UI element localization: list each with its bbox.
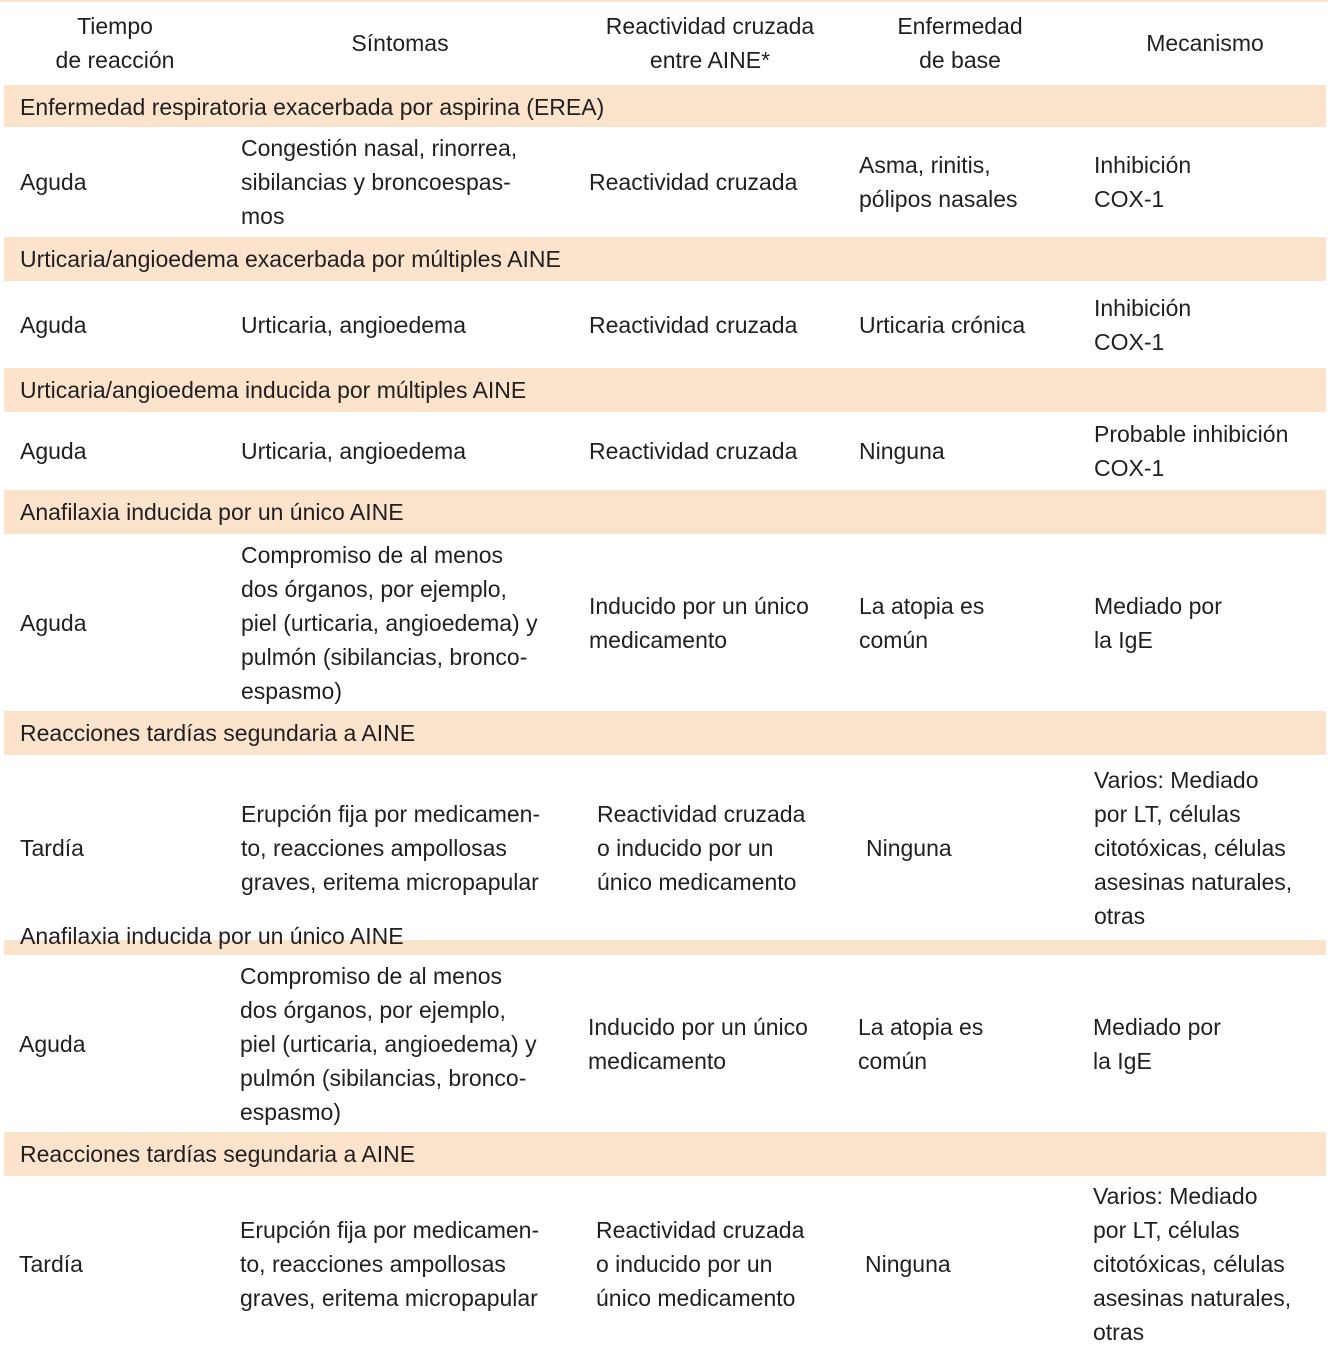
top-rule [0,0,1328,2]
cell-symptoms: Erupción fija por medicamen- to, reacciones ampollosas graves, eritema micropapular [240,1217,540,1311]
header-mechanism: Mecanismo [1146,30,1264,56]
cell-underlying-disease: Ninguna [865,1251,951,1277]
cell-mechanism: Mediado por la IgE [1093,1013,1221,1074]
table-row [0,1176,1328,1352]
cell-cross-reactivity: Reactividad cruzada [589,438,798,464]
header-underlying-disease: Enfermedad de base [897,13,1023,73]
table-row [0,281,1328,368]
cell-symptoms: Congestión nasal, rinorrea, sibilancias y broncoespas- mos [241,135,518,229]
table-row [0,534,1328,711]
cell-symptoms: Erupción fija por medicamen- to, reacciones ampollosas graves, eritema micropapular [241,800,541,895]
cell-reaction-time: Tardía [20,834,84,861]
cell-cross-reactivity: Reactividad cruzada [589,311,798,338]
cell-reaction-time: Aguda [20,169,87,195]
section-header [4,85,1326,127]
header-symptoms: Síntomas [351,30,449,56]
section-title: Anafilaxia inducida por un único AINE [20,923,404,949]
cell-cross-reactivity: Inducido por un único medicamento [589,592,809,653]
table-row [0,412,1328,490]
section-title: Urticaria/angioedema exacerbada por múltiples AINE [20,246,561,272]
cell-underlying-disease: La atopia es común [859,592,985,653]
header-cross-reactivity: Reactividad cruzada entre AINE* [605,13,815,73]
section-header [4,711,1326,755]
cell-reaction-time: Aguda [20,609,87,636]
cell-symptoms: Urticaria, angioedema [241,438,467,464]
cell-cross-reactivity: Reactividad cruzada o inducido por un único medicamento [596,1217,805,1311]
section-title: Reacciones tardías segundaria a AINE [20,1141,416,1167]
header-reaction-time: Tiempo de reacción [55,13,175,73]
section-header [4,368,1326,412]
cell-cross-reactivity: Inducido por un único medicamento [588,1013,808,1074]
cell-symptoms: Urticaria, angioedema [241,311,467,338]
section-title: Reacciones tardías segundaria a AINE [20,720,416,746]
section-title: Enfermedad respiratoria exacerbada por aspirina (EREA) [20,94,605,120]
cell-underlying-disease: Asma, rinitis, pólipos nasales [859,152,1018,212]
section-header [4,923,1326,955]
cell-underlying-disease: Ninguna [859,438,945,464]
cell-mechanism: Varios: Mediado por LT, células citotóxicas, células asesinas naturales, otras [1094,766,1293,929]
cell-reaction-time: Aguda [20,438,87,464]
section-header [4,237,1326,281]
cell-underlying-disease: Ninguna [866,834,952,861]
cell-mechanism: Mediado por la IgE [1094,592,1222,653]
cell-symptoms: Compromiso de al menos dos órganos, por ejemplo, piel (urticaria, angioedema) y pulmón (sibilancias, bronco- espasmo) [240,962,537,1125]
table-row [0,755,1328,940]
cell-underlying-disease: La atopia es común [858,1013,984,1074]
cell-symptoms: Compromiso de al menos dos órganos, por ejemplo, piel (urticaria, angioedema) y pulmón (sibilancias, bronco- espasmo) [241,541,538,704]
cell-mechanism: Probable inhibición COX-1 [1094,421,1289,481]
section-title: Urticaria/angioedema inducida por múltiples AINE [20,377,527,403]
cell-mechanism: Inhibición COX-1 [1094,152,1192,212]
cell-mechanism: Inhibición COX-1 [1094,294,1192,355]
cell-reaction-time: Aguda [19,1030,86,1057]
section-header [4,1132,1326,1176]
cell-mechanism: Varios: Mediado por LT, células citotóxicas, células asesinas naturales, otras [1093,1183,1292,1345]
table-row [0,955,1328,1132]
cell-cross-reactivity: Reactividad cruzada [589,169,798,195]
table-row [0,127,1328,237]
cell-reaction-time: Tardía [19,1251,83,1277]
cell-reaction-time: Aguda [20,311,87,338]
cell-underlying-disease: Urticaria crónica [859,311,1026,338]
section-header [4,490,1326,534]
cell-cross-reactivity: Reactividad cruzada o inducido por un único medicamento [597,800,806,895]
section-title: Anafilaxia inducida por un único AINE [20,499,404,525]
